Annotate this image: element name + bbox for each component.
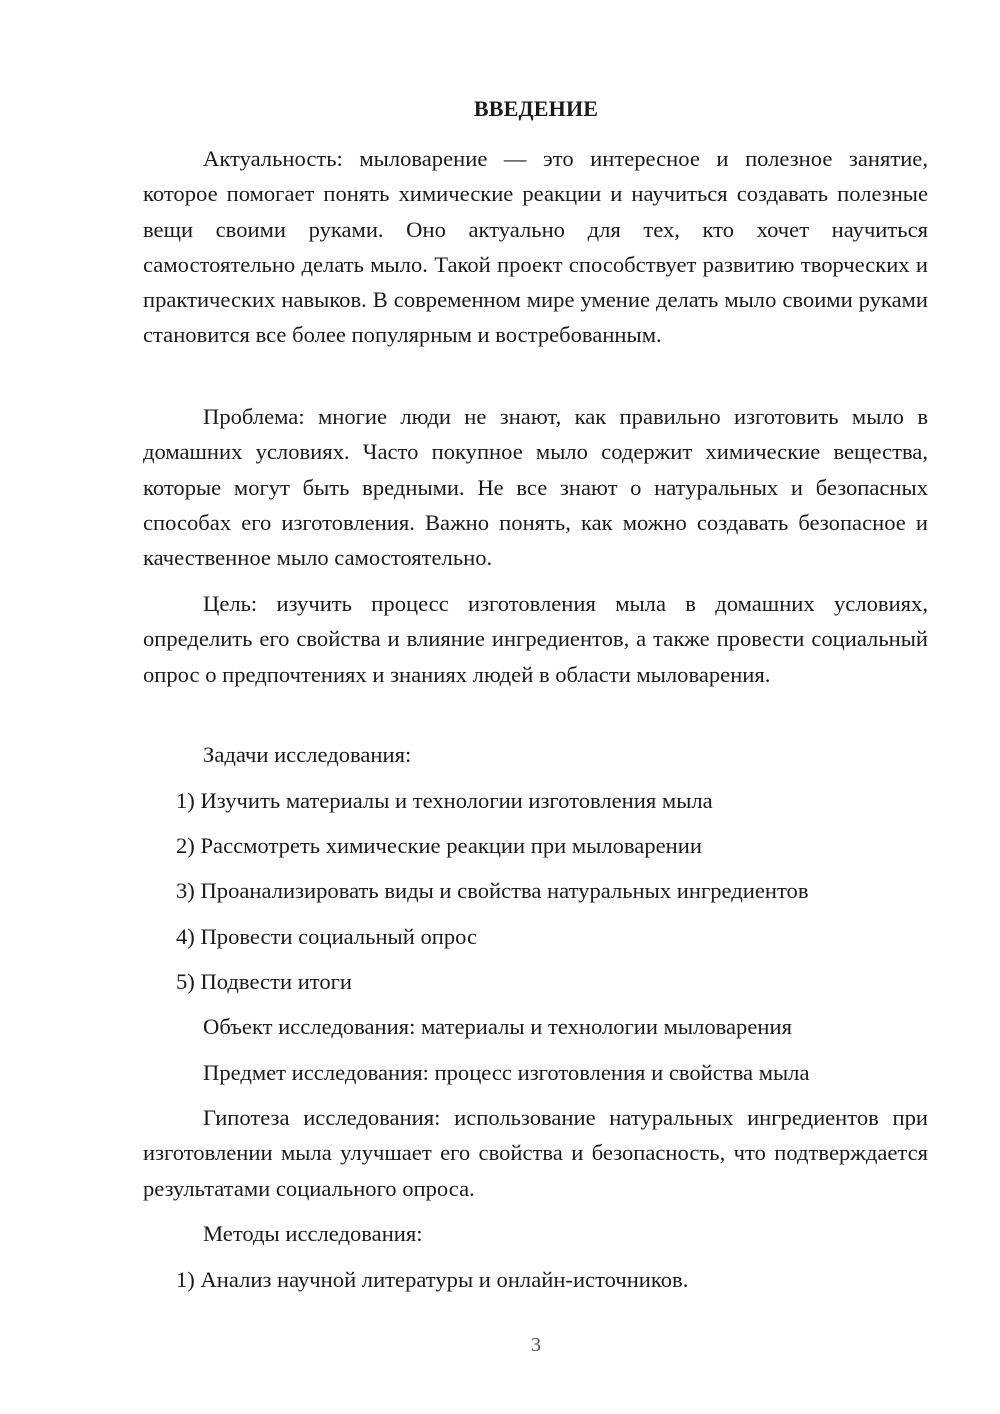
problem-paragraph: Проблема: многие люди не знают, как правильно изготовить мыло в домашних условиях. Часто покупное мыло содержит химические вещества, которые могут быть вредными. Не все знают о натуральных и безопасных способах его изготовления. Важно понять, как можно создавать безопасное и качественное мыло самостоятельно. (143, 404, 928, 571)
page-title: ВВЕДЕНИЕ (473, 96, 599, 121)
tasks-heading: Задачи исследования: (203, 742, 412, 767)
relevance-paragraph: Актуальность: мыловарение — это интересное и полезное занятие, которое помогает понять химические реакции и научиться создавать полезные вещи своими руками. Оно актуально для тех, кто хочет научиться самостоятельно делать мыло. Такой проект способствует развитию творческих и практических навыков. В современном мире умение делать мыло своими руками становится все более популярным и востребованным. (143, 146, 928, 348)
goal-paragraph: Цель: изучить процесс изготовления мыла в домашних условиях, определить его свойства и влияние ингредиентов, а также провести социальный опрос о предпочтениях и знаниях людей в области мыловарения. (143, 591, 928, 687)
object-statement: Объект исследования: материалы и технологии мыловарения (203, 1014, 792, 1039)
page-number: 3 (531, 1334, 541, 1356)
task-item-4: 4) Провести социальный опрос (176, 924, 478, 949)
method-item-1: 1) Анализ научной литературы и онлайн-источников. (176, 1267, 689, 1292)
task-item-5: 5) Подвести итоги (176, 969, 353, 994)
methods-heading: Методы исследования: (203, 1221, 423, 1246)
task-item-2: 2) Рассмотреть химические реакции при мыловарении (176, 833, 702, 858)
hypothesis-paragraph: Гипотеза исследования: использование натуральных ингредиентов при изготовлении мыла улучшает его свойства и безопасность, что подтверждается результатами социального опроса. (143, 1105, 928, 1201)
task-item-3: 3) Проанализировать виды и свойства натуральных ингредиентов (176, 878, 809, 903)
task-item-1: 1) Изучить материалы и технологии изготовления мыла (176, 788, 713, 813)
subject-statement: Предмет исследования: процесс изготовления и свойства мыла (203, 1060, 810, 1085)
